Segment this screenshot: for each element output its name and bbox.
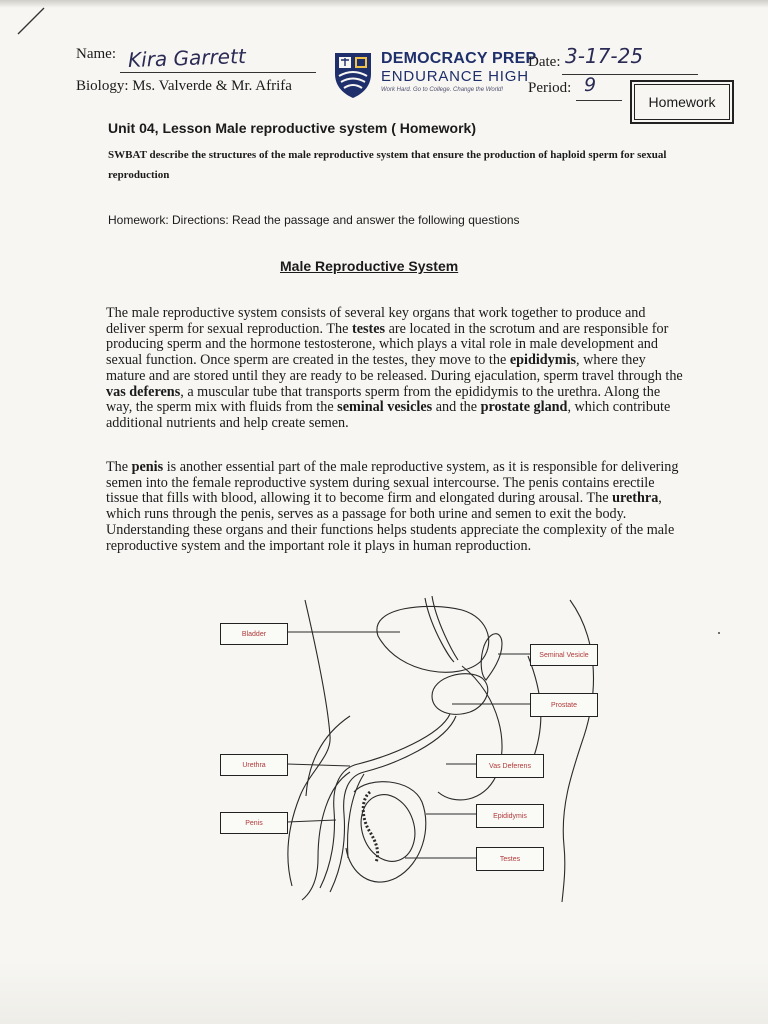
key-term: testes [351,320,386,337]
key-term: penis [131,459,164,475]
passage-text: is another essential part of the male reproductive system, as it is responsible for delivering semen into the female reproductive system during sexual intercourse. The penis contains erectile tissue that fills with blood, allowing it to become firm and elongated during arousal. The [106,459,679,507]
period-value: 9 [584,74,597,96]
passage-text: , which runs through the penis, serves as a passage for both urine and semen to exit the body. Understanding these organs and their functions helps students appreciate the complexity of the male reproductive system and the important role it plays in human reproduction. [106,490,675,554]
passage-title: Male Reproductive System [280,258,459,274]
passage-text: , a muscular tube that transports sperm from the epididymis to the urethra. Along the way, the sperm mix with fluids from the [106,383,661,416]
key-term: vas deferens [106,383,181,400]
school-name: DEMOCRACY PREP [381,50,537,67]
passage-paragraph-1 [106,306,688,432]
name-value: Kira Garrett [127,43,247,73]
name-label: Name: [76,46,116,62]
date-underline [562,74,698,75]
label-vas-deferens: Vas Deferens [476,754,544,778]
homework-box: Homework [630,80,734,124]
date-value: 3-17-25 [565,44,644,68]
label-testes: Testes [476,847,544,871]
reproductive-system-diagram [200,596,620,906]
stray-mark [718,632,720,634]
school-subtitle: ENDURANCE HIGH [381,68,529,85]
period-underline [576,100,622,101]
swbat-objective: SWBAT describe the structures of the male reproductive system that ensure the production of haploid sperm for sexual reproduction [108,149,667,181]
school-motto: Work Hard. Go to College. Change the World! [381,87,504,93]
passage-text: are located in the scrotum and are responsible for producing sperm and the hormone testosterone, which plays a vital role in male development and sexual function. Once sperm are created in the testes, they move to the [106,320,669,369]
period-label: Period: [528,80,572,96]
label-epididymis: Epididymis [476,804,544,828]
key-term: seminal vesicles [337,399,433,416]
page-edge-shadow [0,0,768,8]
key-term: prostate gland [480,399,568,416]
name-underline [120,72,316,73]
homework-directions: Homework: Directions: Read the passage and answer the following questions [108,213,520,227]
passage-text: , where they mature and are stored until they are ready to be released. During ejaculation, sperm travel through the [106,352,683,384]
school-shield-logo [332,50,374,100]
lesson-title: Unit 04, Lesson Male reproductive system ( Homework) [108,120,476,136]
page-bottom-shade [0,960,768,1024]
passage-paragraph-2 [106,460,688,554]
label-urethra: Urethra [220,754,288,776]
key-term: epididymis [509,352,577,369]
label-bladder: Bladder [220,623,288,645]
passage-text: The [106,459,132,475]
course-line: Biology: Ms. Valverde & Mr. Afrifa [76,78,292,94]
pen-stroke-mark [14,4,48,38]
label-penis: Penis [220,812,288,834]
label-prostate: Prostate [530,693,598,717]
key-term: urethra [612,490,659,507]
passage-text: , which contribute additional nutrients and help create semen. [106,399,671,431]
label-seminal-vesicle: Seminal Vesicle [530,644,598,666]
passage-text: The male reproductive system consists of several key organs that work together to produce and deliver sperm for sexual reproduction. The [106,305,646,337]
date-label: Date: [528,54,561,70]
passage-text: and the [432,399,481,416]
